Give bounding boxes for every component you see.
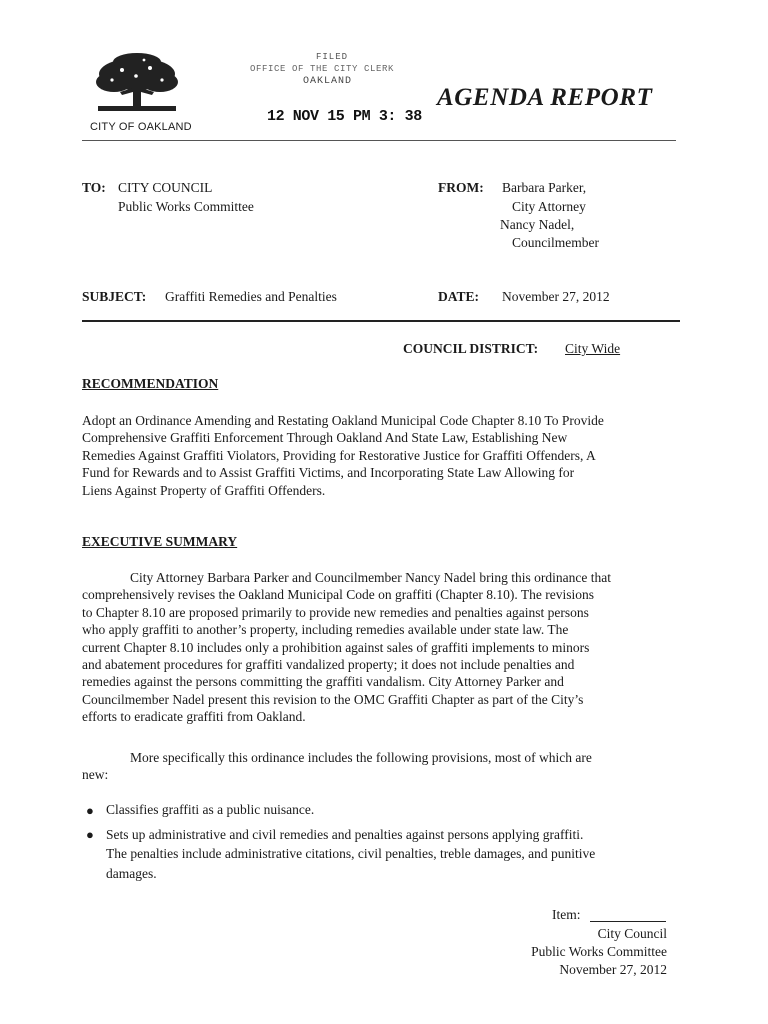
subject-value: Graffiti Remedies and Penalties bbox=[165, 289, 337, 304]
executive-summary-heading: EXECUTIVE SUMMARY bbox=[82, 534, 238, 549]
city-label: CITY OF OAKLAND bbox=[90, 121, 192, 133]
header-rule bbox=[82, 140, 676, 141]
item-label: Item: bbox=[552, 907, 581, 922]
subject-label: SUBJECT: bbox=[82, 289, 147, 304]
oak-tree-logo-icon bbox=[92, 52, 182, 120]
report-title: AGENDA REPORT bbox=[437, 84, 653, 111]
provisions-intro-line: More specifically this ordinance includes the following provisions, most of which are bbox=[130, 750, 592, 765]
date-label: DATE: bbox=[438, 289, 480, 304]
bullet-icon: ● bbox=[86, 827, 94, 842]
district-value: City Wide bbox=[565, 341, 621, 356]
bullet-line: The penalties include administrative citations, civil penalties, treble damages, and punitive bbox=[106, 846, 596, 862]
district-label: COUNCIL DISTRICT: bbox=[403, 341, 539, 356]
to-label: TO: bbox=[82, 180, 106, 195]
bullet-line: damages. bbox=[106, 865, 157, 881]
from-line: Councilmember bbox=[512, 235, 599, 250]
footer-line: City Council bbox=[597, 926, 667, 941]
stamp-date: 12 NOV 15 PM 3: 38 bbox=[267, 108, 422, 125]
stamp-line-filed: FILED bbox=[316, 52, 349, 62]
recommendation-line: Liens Against Property of Graffiti Offenders. bbox=[82, 482, 326, 498]
memo-rule bbox=[82, 320, 680, 322]
bullet-icon: ● bbox=[86, 803, 94, 818]
to-sub: Public Works Committee bbox=[118, 199, 254, 214]
recommendation-line: Adopt an Ordinance Amending and Restating Oakland Municipal Code Chapter 8.10 To Provide bbox=[82, 413, 604, 428]
from-line: Barbara Parker, bbox=[502, 180, 587, 195]
footer-line: November 27, 2012 bbox=[559, 962, 667, 977]
executive-summary-paragraph bbox=[82, 569, 682, 726]
summary-line: remedies against the persons committing the graffiti vandalism. City Attorney Parker and bbox=[82, 674, 564, 690]
summary-line: who apply graffiti to another’s property, including remedies available under state law. The bbox=[82, 622, 569, 638]
summary-line: current Chapter 8.10 includes only a prohibition against sales of graffiti implements to minors bbox=[82, 639, 590, 655]
provisions-intro-line: new: bbox=[82, 767, 109, 783]
summary-line: to Chapter 8.10 are proposed primarily to provide new remedies and penalties against persons bbox=[82, 604, 589, 620]
summary-line: and abatement procedures for graffiti vandalized property; it does not include penalties and bbox=[82, 657, 575, 673]
date-value: November 27, 2012 bbox=[502, 289, 610, 304]
from-label: FROM: bbox=[438, 180, 484, 195]
city-seal bbox=[92, 52, 182, 120]
summary-line: efforts to eradicate graffiti from Oakland. bbox=[82, 709, 306, 725]
recommendation-heading: RECOMMENDATION bbox=[82, 376, 219, 391]
recommendation-line: Remedies Against Graffiti Violators, Providing for Restorative Justice for Graffiti Offenders, A bbox=[82, 447, 596, 463]
stamp-line-office: OFFICE OF THE CITY CLERK bbox=[250, 64, 395, 74]
to-value: CITY COUNCIL bbox=[118, 180, 213, 195]
stamp-line-oakland: OAKLAND bbox=[303, 76, 353, 87]
summary-line: comprehensively revises the Oakland Municipal Code on graffiti (Chapter 8.10). The revisions bbox=[82, 587, 594, 603]
from-line: Nancy Nadel, bbox=[500, 217, 575, 232]
recommendation-line: Fund for Rewards and to Assist Graffiti Victims, and Incorporating State Law Allowing for bbox=[82, 465, 575, 481]
bullet-line: Sets up administrative and civil remedies and penalties against persons applying graffiti. bbox=[106, 827, 584, 842]
item-blank-line bbox=[590, 921, 666, 922]
provisions-intro bbox=[82, 749, 682, 784]
from-line: City Attorney bbox=[512, 199, 586, 214]
recommendation-line: Comprehensive Graffiti Enforcement Through Oakland And State Law, Establishing New bbox=[82, 430, 568, 446]
footer-line: Public Works Committee bbox=[531, 944, 667, 959]
summary-line: City Attorney Barbara Parker and Councilmember Nancy Nadel bring this ordinance that bbox=[130, 570, 611, 585]
bullet-text: Classifies graffiti as a public nuisance. bbox=[106, 802, 315, 817]
recommendation-text bbox=[82, 412, 682, 499]
summary-line: Councilmember Nadel present this revision to the OMC Graffiti Chapter as part of the City’s bbox=[82, 691, 584, 707]
bullet-text bbox=[106, 826, 686, 882]
